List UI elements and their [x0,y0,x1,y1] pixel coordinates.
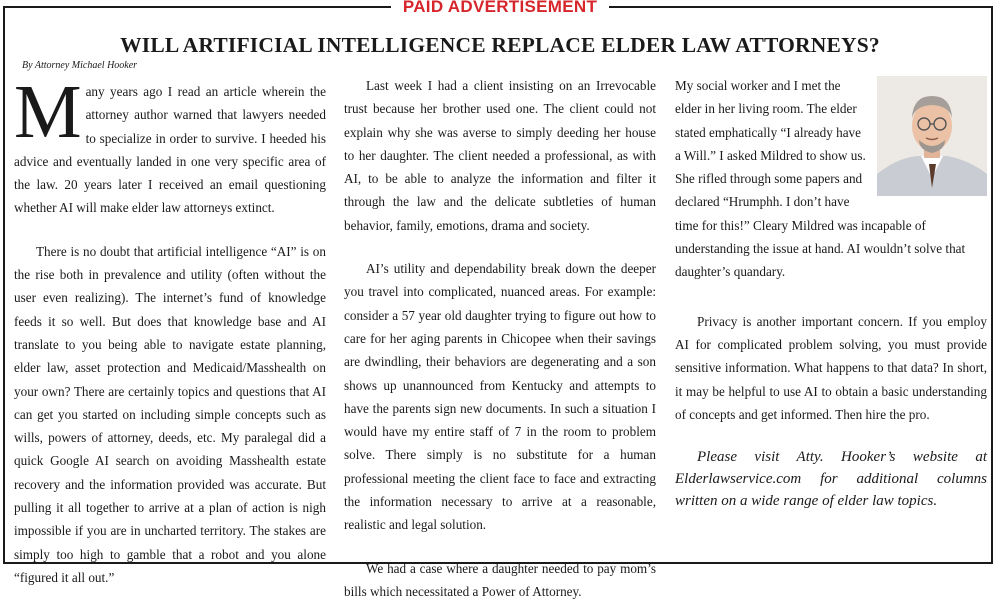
paragraph: There is no doubt that artificial intelligence “AI” is on the rise both in prevalence and utility (often without the user even realizing). The internet’s fund of knowledge feeds it so well. But does that knowledge base and AI translate to you being able to navigate estate planning, elder law, asset protection and Medicaid/Masshealth on your own? There are certainly topics and questions that AI can get you started on including simple concepts such as wills, powers of attorney, deeds, etc. My paralegal did a quick Google AI search on avoiding Masshealth estate recovery and the information provided was accurate. But pulling it all together to arrive at a plan of action is nigh impossible if you are in uncharted territory. The stakes are simply too high to gamble that a robot and you alone “figured it all out.” [14,243,326,585]
intro-text: any years ago I read an article wherein the attorney author warned that lawyers needed to specialize in order to survive. I heeded his advice and eventually landed in one very specific area of the law. 20 years later I received an email questioning whether AI will make elder law attorneys extinct. [14,84,326,216]
paragraph: AI’s utility and dependability break down the deeper you travel into complicated, nuanced areas. For example: consider a 57 year old daughter trying to figure out how to care for her aging parents in Chicopee when their savings are dwindling, their behaviors are degenerating and a son shows up unannounced from Kentucky and attempts to have the parents sign new documents. In such a situation I would have my entire staff of 7 in the room to problem solve. There simply is no substitute for a human professional meeting the client face to face and extracting the information necessary to arrive at a reasonable, realistic and legal solution. [344,261,656,533]
banner-label: PAID ADVERTISEMENT [391,0,609,17]
intro-paragraph [14,70,326,220]
author-photo-image [877,76,987,196]
website-callout: Please visit Atty. Hooker’s website at Elderlawservice.com for additional columns written on a wide range of elder law topics. [675,449,987,510]
column-3 [675,74,987,512]
paragraph: Last week I had a client insisting on an Irrevocable trust because her brother used one. The client could not explain why she was averse to simply deeding her house to her daughter. The client needed a professional, as with AI, to be able to analyze the information and filter it through the law and the delicate subtleties of human behavior, family, emotions, drama and society. [344,78,656,233]
paragraph: We had a case where a daughter needed to pay mom’s bills which necessitated a Power of Attorney. [344,560,656,599]
byline: By Attorney Michael Hooker [22,60,138,71]
headline: WILL ARTIFICIAL INTELLIGENCE REPLACE ELDER LAW ATTORNEYS? [120,33,880,57]
drop-cap: M [14,70,82,154]
author-photo [877,76,987,196]
column-2 [344,74,656,603]
paragraph: Privacy is another important concern. If you employ AI for complicated problem solving, you must provide sensitive information. What happens to that data? In short, it may be helpful to use AI to obtain a basic understanding of concepts and get informed. Then hire the pro. [675,313,987,422]
paragraph: My social worker and I met the elder in her living room. The elder stated emphatically “I already have a Will.” I asked Mildred to show us. She rifled through some papers and declared “Hrumphh. I don’t have time for this!” Cleary Mildred was incapable of understanding the issue at hand. AI wouldn’t solve that daughter’s quandary. [675,78,966,280]
banner [0,0,1000,17]
column-1 [14,70,326,589]
